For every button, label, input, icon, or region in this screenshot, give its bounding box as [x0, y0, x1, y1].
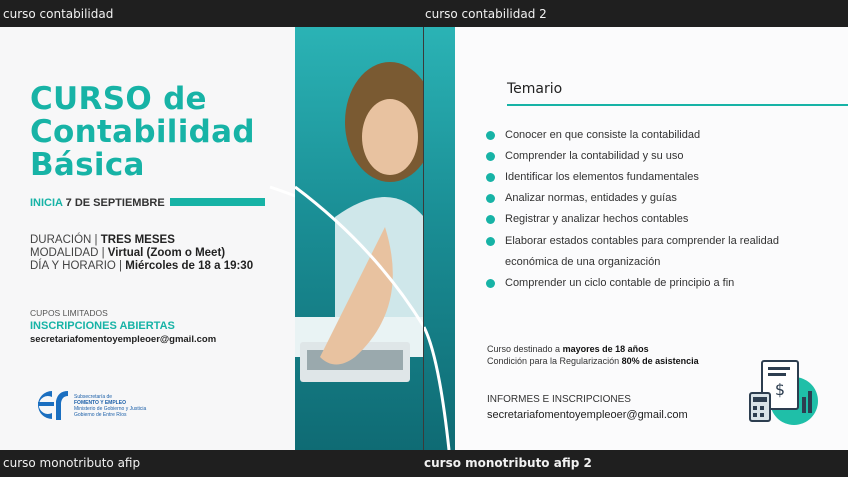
mode-row — [30, 247, 225, 259]
temario-underline — [507, 104, 848, 106]
list-item-text: Analizar normas, entidades y guías — [505, 192, 677, 204]
list-item-text: Comprender un ciclo contable de principio a fin — [505, 277, 735, 289]
tab-curso-contabilidad-2[interactable]: curso contabilidad 2 — [425, 7, 547, 21]
bullet-icon — [486, 152, 495, 161]
contact-email-right: secretariafomentoyempleoer@gmail.com — [487, 409, 688, 421]
start-date — [30, 197, 165, 209]
photo-arc — [424, 27, 455, 450]
tab-curso-monotributo-afip-2[interactable]: curso monotributo afip 2 — [424, 456, 592, 470]
list-item — [486, 125, 826, 146]
course-title-line1: CURSO de — [30, 81, 207, 117]
woman-photo — [295, 27, 424, 450]
window-title-bar — [0, 0, 848, 27]
list-item-text: Comprender la contabilidad y su uso — [505, 150, 684, 162]
schedule-row — [30, 260, 253, 272]
logo-text-line: FOMENTO Y EMPLEO — [74, 400, 126, 406]
start-value: 7 DE SEPTIEMBRE — [65, 197, 165, 209]
course-title-line2: Contabilidad — [30, 114, 255, 150]
mode-value: Virtual (Zoom o Meet) — [107, 247, 226, 259]
start-accent-bar — [170, 198, 265, 206]
list-item-text: Registrar y analizar hechos contables — [505, 213, 689, 225]
list-item-text: Conocer en que consiste la contabilidad — [505, 129, 701, 141]
age-requirement-text: Curso destinado a — [487, 344, 561, 354]
svg-text:$: $ — [774, 380, 786, 399]
attendance-text: Condición para la Regularización — [487, 356, 620, 366]
fomento-logo-icon — [30, 387, 70, 421]
woman-illustration — [295, 27, 424, 450]
schedule-key: DÍA Y HORARIO | — [30, 260, 123, 272]
tab-curso-monotributo-afip[interactable]: curso monotributo afip — [3, 456, 141, 470]
schedule-value: Miércoles de 18 a 19:30 — [125, 260, 254, 272]
temario-heading: Temario — [507, 81, 563, 97]
list-item-text: Elaborar estados contables para comprender la realidad económica de una organización — [505, 235, 779, 268]
logo-text-line: Gobierno de Entre Ríos — [74, 412, 127, 418]
list-item — [486, 273, 826, 294]
bullet-icon — [486, 131, 495, 140]
mode-key: MODALIDAD | — [30, 247, 105, 259]
bottom-tab-bar — [0, 450, 848, 477]
list-item — [486, 231, 826, 273]
age-requirement-value: mayores de 18 años — [562, 344, 649, 354]
bullet-icon — [486, 237, 495, 246]
woman-photo-continuation — [424, 27, 455, 450]
duration-value: TRES MESES — [100, 234, 175, 246]
bullet-icon — [486, 173, 495, 182]
duration-row — [30, 234, 175, 246]
attendance-value: 80% de asistencia — [621, 356, 699, 366]
bullet-icon — [486, 279, 495, 288]
list-item — [486, 188, 826, 209]
informes-label: INFORMES E INSCRIPCIONES — [487, 394, 631, 405]
logo-text-line: Ministerio de Gobierno y Justicia — [74, 406, 147, 412]
slide-curso-contabilidad[interactable] — [0, 27, 424, 450]
duration-key: DURACIÓN | — [30, 234, 98, 246]
contact-email: secretariafomentoyempleoer@gmail.com — [30, 334, 217, 345]
list-item-text: Identificar los elementos fundamentales — [505, 171, 699, 183]
tab-curso-contabilidad[interactable]: curso contabilidad — [3, 7, 114, 21]
logo-text — [74, 394, 146, 418]
list-item — [486, 146, 826, 167]
age-requirement — [487, 344, 649, 354]
bullet-icon — [486, 194, 495, 203]
attendance-requirement — [487, 356, 699, 366]
accounting-icon — [744, 357, 824, 427]
cupos-label: CUPOS LIMITADOS — [30, 308, 108, 318]
bullet-icon — [486, 215, 495, 224]
start-key: INICIA — [30, 197, 63, 209]
logo-text-line: Subsecretaría de — [74, 394, 113, 400]
course-title-line3: Básica — [30, 147, 145, 183]
list-item — [486, 167, 826, 188]
list-item — [486, 209, 826, 230]
slide-curso-contabilidad-2[interactable] — [424, 27, 848, 450]
inscripciones-label: INSCRIPCIONES ABIERTAS — [30, 320, 175, 332]
